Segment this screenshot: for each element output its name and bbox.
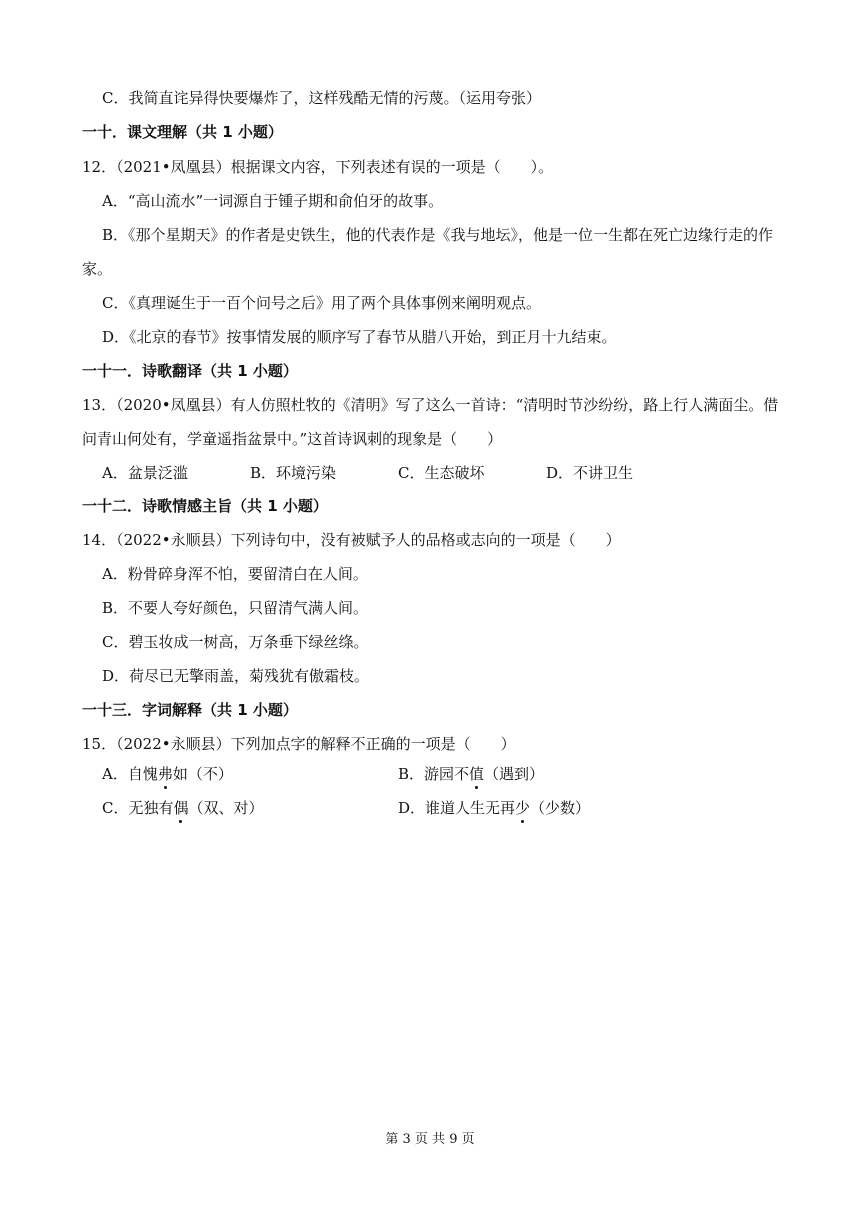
page-footer: 第 3 页 共 9 页	[385, 1132, 475, 1147]
q12-option-b-cont: 家。	[82, 260, 113, 278]
q13-option-c: C．生态破坏	[398, 464, 485, 482]
q12-option-b: B．《那个星期天》的作者是史铁生，他的代表作是《我与地坛》，他是一位一生都在死亡边缘行走的作	[102, 226, 774, 244]
q14-stem: 14．（2022•永顺县）下列诗句中，没有被赋予人的品格或志向的一项是（ ）	[82, 531, 621, 549]
q13-stem-cont: 问青山何处有，学童遥指盆景中。”这首诗讽刺的现象是（ ）	[82, 430, 503, 448]
q14-option-c: C．碧玉妆成一树高，万条垂下绿丝绦。	[102, 633, 369, 651]
q15-stem: 15．（2022•永顺县）下列加点字的解释不正确的一项是（ ）	[82, 735, 516, 753]
q15-option-b: B．游园不值（遇到）	[398, 765, 545, 783]
section-heading-10: 一十．课文理解（共 1 小题）	[82, 123, 283, 141]
emphasis-dot-char: 少	[515, 799, 531, 817]
q12-option-c: C．《真理诞生于一百个问号之后》用了两个具体事例来阐明观点。	[102, 294, 541, 312]
q11-option-c: C．我简直诧异得快要爆炸了，这样残酷无情的污蔑。（运用夸张）	[102, 89, 541, 107]
q15-option-c: C．无独有偶（双、对）	[102, 799, 264, 817]
q13-option-d: D．不讲卫生	[546, 464, 634, 482]
q13-option-a: A．盆景泛滥	[102, 464, 188, 482]
q12-option-d: D．《北京的春节》按事情发展的顺序写了春节从腊八开始，到正月十九结束。	[102, 328, 617, 346]
q14-option-b: B．不要人夸好颜色，只留清气满人间。	[102, 599, 369, 617]
emphasis-dot-char: 弗	[157, 765, 173, 783]
section-heading-13: 一十三．字词解释（共 1 小题）	[82, 701, 298, 719]
q14-option-d: D．荷尽已无擎雨盖，菊残犹有傲霜枝。	[102, 667, 370, 685]
emphasis-dot-char: 值	[469, 765, 485, 783]
q15-option-a: A．自愧弗如（不）	[102, 765, 233, 783]
q13-option-b: B．环境污染	[250, 464, 337, 482]
q15-option-d: D．谁道人生无再少（少数）	[398, 799, 591, 817]
q12-option-a: A．“高山流水”一词源自于锺子期和俞伯牙的故事。	[102, 192, 444, 210]
q13-stem: 13．（2020•凤凰县）有人仿照杜牧的《清明》写了这么一首诗：“清明时节沙纷纷，路上行人满面尘。借	[82, 396, 779, 414]
q12-stem: 12．（2021•凤凰县）根据课文内容，下列表述有误的一项是（ ）。	[82, 158, 554, 176]
section-heading-12: 一十二．诗歌情感主旨（共 1 小题）	[82, 497, 328, 515]
q14-option-a: A．粉骨碎身浑不怕，要留清白在人间。	[102, 565, 368, 583]
section-heading-11: 一十一．诗歌翻译（共 1 小题）	[82, 362, 298, 380]
emphasis-dot-char: 偶	[173, 799, 189, 817]
